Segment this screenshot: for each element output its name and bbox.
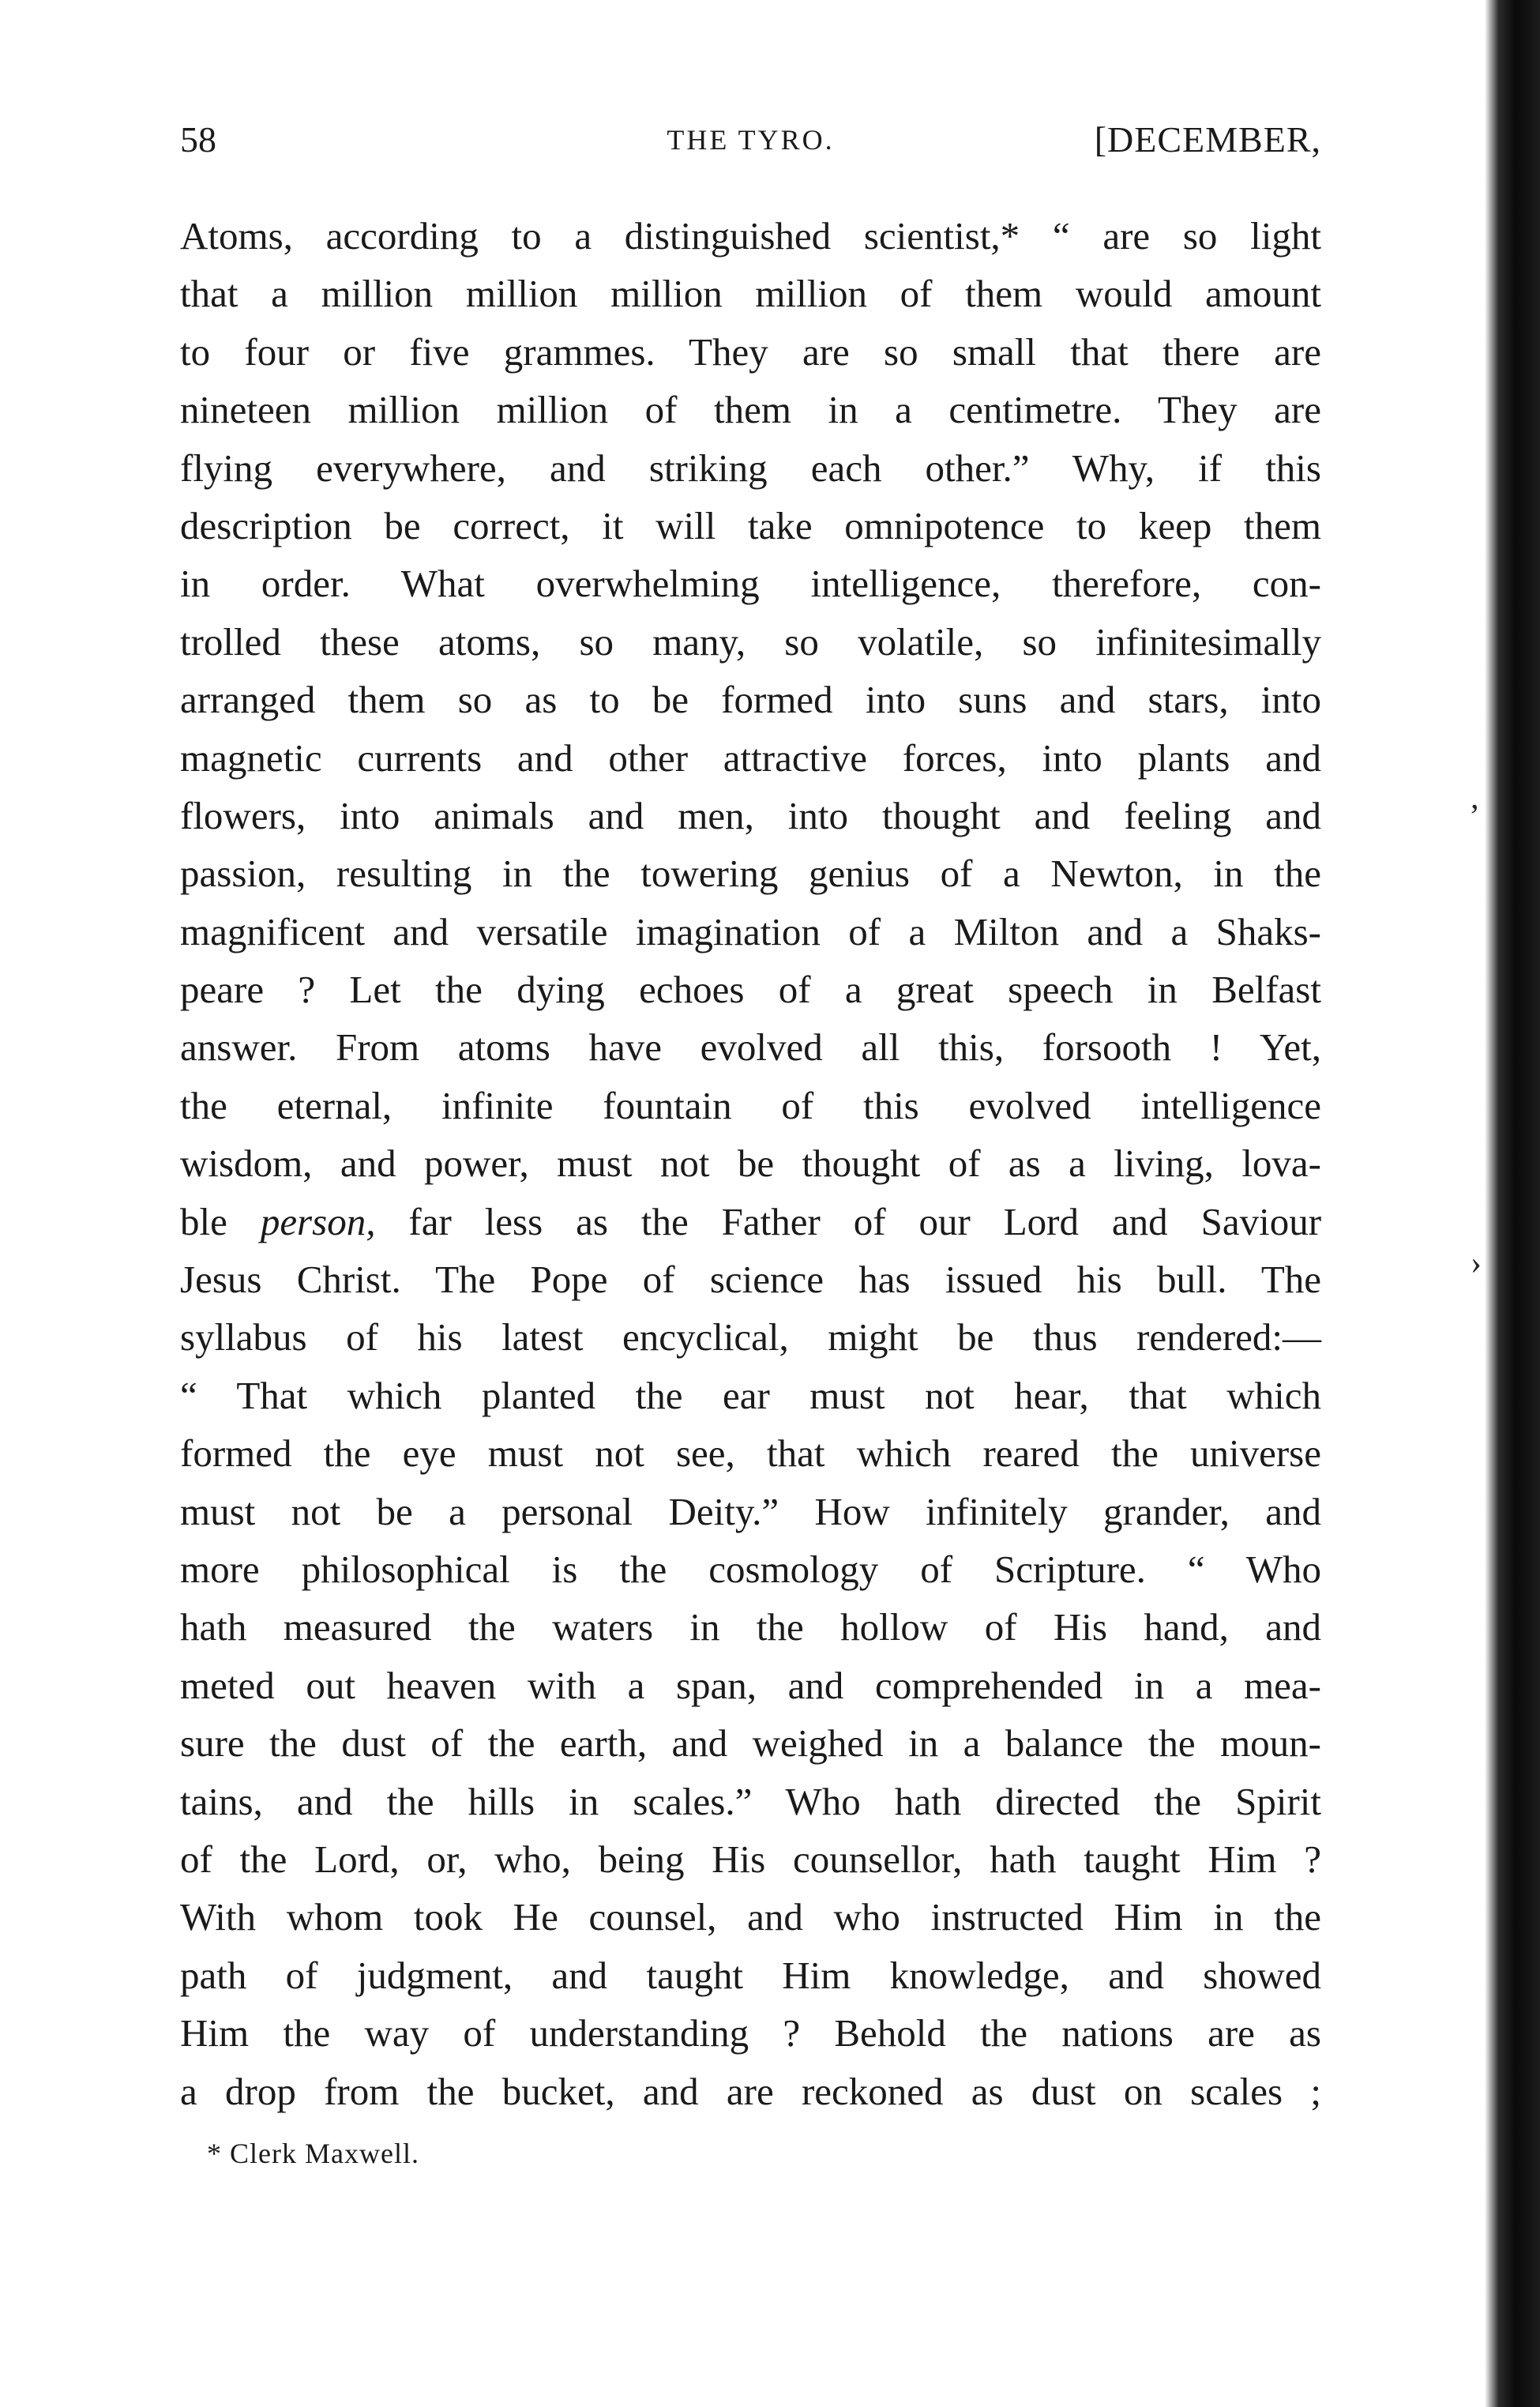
text-line: sure the dust of the earth, and weighed in a balance the moun- — [180, 1721, 1321, 1766]
margin-speck: ’ — [1469, 799, 1480, 835]
text-line: nineteen million million of them in a centimetre. They are — [180, 388, 1321, 432]
text-line: to four or five grammes. They are so small that there are — [180, 329, 1321, 374]
text-line: syllabus of his latest encyclical, might be thus rendered:— — [180, 1315, 1321, 1360]
text-line: must not be a personal Deity.” How infinitely grander, and — [180, 1489, 1321, 1533]
page-number: 58 — [180, 119, 216, 160]
text-line: formed the eye must not see, that which reared the universe — [180, 1431, 1321, 1476]
text-line: magnetic currents and other attractive forces, into plants and — [180, 735, 1321, 780]
text-line: that a million million million million of them would amount — [180, 272, 1321, 316]
body-text — [180, 207, 1321, 2120]
text-line: meted out heaven with a span, and comprehended in a mea- — [180, 1663, 1321, 1707]
text-line: description be correct, it will take omnipotence to keep them — [180, 503, 1321, 547]
text-line: in order. What overwhelming intelligence, therefore, con- — [180, 562, 1321, 606]
text-line: arranged them so as to be formed into suns and stars, into — [180, 678, 1321, 722]
footnote: * Clerk Maxwell. — [207, 2138, 419, 2169]
text-line: wisdom, and power, must not be thought of as a living, lova- — [180, 1141, 1321, 1186]
text-line: passion, resulting in the towering genius of a Newton, in the — [180, 852, 1321, 896]
text-line: the eternal, infinite fountain of this evolved intelligence — [180, 1083, 1321, 1127]
margin-speck: › — [1471, 1245, 1482, 1281]
text-line: more philosophical is the cosmology of Scripture. “ Who — [180, 1547, 1321, 1591]
text-line: path of judgment, and taught Him knowledge, and showed — [180, 1953, 1321, 1997]
text-line: of the Lord, or, who, being His counsellor, hath taught Him ? — [180, 1837, 1321, 1881]
italic-word: person, — [260, 1199, 376, 1243]
text-line: hath measured the waters in the hollow of His hand, and — [180, 1605, 1321, 1649]
running-head-month: [DECEMBER, — [1094, 119, 1321, 160]
text-fragment: far less as the Father of our Lord and Saviour — [408, 1199, 1322, 1243]
text-line-with-italic — [180, 1193, 1321, 1251]
text-line: tains, and the hills in scales.” Who hath directed the Spirit — [180, 1779, 1321, 1823]
text-line: a drop from the bucket, and are reckoned as dust on scales ; — [180, 2069, 1321, 2113]
text-line: answer. From atoms have evolved all this, forsooth ! Yet, — [180, 1025, 1321, 1070]
journal-title: THE TYRO. — [667, 124, 835, 156]
text-line: “ That which planted the ear must not hear, that which — [180, 1373, 1321, 1417]
binding-gutter-shadow — [1485, 0, 1540, 2407]
text-line: trolled these atoms, so many, so volatile, so infinitesimally — [180, 619, 1321, 664]
text-fragment: ble — [180, 1199, 227, 1243]
text-line: Atoms, according to a distinguished scientist,* “ are so light — [180, 214, 1321, 258]
text-line: flying everywhere, and striking each other.” Why, if this — [180, 446, 1321, 490]
text-line: Him the way of understanding ? Behold the nations are as — [180, 2011, 1321, 2055]
running-head — [180, 118, 1321, 174]
text-line: With whom took He counsel, and who instructed Him in the — [180, 1895, 1321, 1939]
text-line: peare ? Let the dying echoes of a great speech in Belfast — [180, 968, 1321, 1012]
text-line: magnificent and versatile imagination of a Milton and a Shaks- — [180, 909, 1321, 953]
text-line: Jesus Christ. The Pope of science has issued his bull. The — [180, 1258, 1321, 1302]
text-line: flowers, into animals and men, into thought and feeling and — [180, 793, 1321, 837]
